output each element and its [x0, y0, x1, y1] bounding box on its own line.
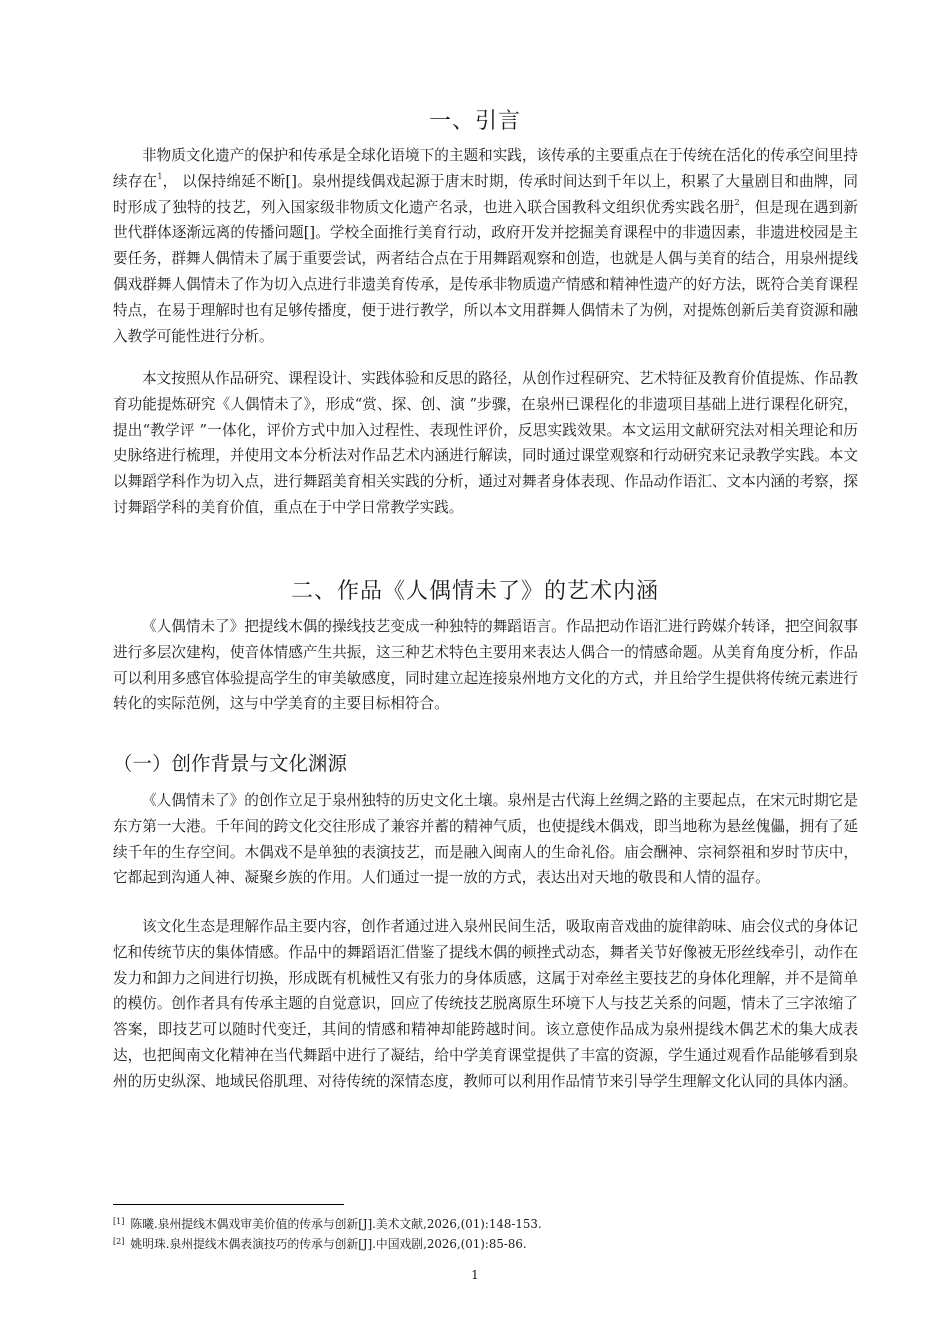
footnote-1 — [113, 1214, 542, 1232]
section-title-artistic-connotation: 二、作品《人偶情未了》的艺术内涵 — [290, 579, 659, 604]
footnote-ref-2: 2 — [734, 197, 740, 207]
footnote-2 — [113, 1234, 527, 1252]
page-number: 1 — [471, 1268, 479, 1282]
paragraph-text: ，但是现在遇到新世代群体逐渐远离的传播问题[]。学校全面推行美育行动，政府开发并挖掘美育课程中的非遗因素，非遗进校园是主要任务，群舞人偶情未了属于重要尝试，两者结合点在于用舞蹈观察和创造，也就是人偶与美育的结合，用泉州提线偶戏群舞人偶情未了作为切入点进行非遗美育传承，是传承非物质遗产情感和精神性遗产的好方法，既符合美育课程特点，在易于理解时也有足够传播度，便于进行教学，所以本文用群舞人偶情未了为例，对提炼创新后美育资源和融入教学可能性进行分析。 — [113, 198, 858, 345]
section-title-introduction: 一、引言 — [428, 109, 521, 134]
subsection-title-background: （一）创作背景与文化渊源 — [113, 752, 348, 775]
paragraph-background-2: 该文化生态是理解作品主要内容，创作者通过进入泉州民间生活，吸取南音戏曲的旋律韵味、庙会仪式的身体记忆和传统节庆的集体情感。作品中的舞蹈语汇借鉴了提线木偶的顿挫式动态，舞者关节好像被无形丝线牵引，动作在发力和卸力之间进行切换，形成既有机械性又有张力的身体质感，这属于对牵丝主要技艺的身体化理解，并不是简单的模仿。创作者具有传承主题的自觉意识，回应了传统技艺脱离原生环境下人与技艺关系的问题，情未了三字浓缩了答案，即技艺可以随时代变迁，其间的情感和精神却能跨越时间。该立意使作品成为泉州提线木偶艺术的集大成表达，也把闽南文化精神在当代舞蹈中进行了凝结，给中学美育课堂提供了丰富的资源，学生通过观看作品能够看到泉州的历史纵深、地域民俗肌理、对待传统的深情态度，教师可以利用作品情节来引导学生理解文化认同的具体内涵。 — [113, 918, 858, 1090]
paragraph-text: ， 以保持绵延不断[]。泉州提线偶戏起源于唐末时期，传承时间达到千年以上，积累了大量剧目和曲牌，同时形成了独特的技艺，列入国家级非物质文化遗产名录，也进入联合国教科文组织优秀实践名册 — [113, 172, 858, 216]
footnote-ref-1: 1 — [157, 171, 163, 181]
paragraph-intro-1 — [113, 143, 858, 349]
paragraph-text: 非物质文化遗产的保护和传承是全球化语境下的主题和实践，该传承的主要重点在于传统在活化的传承空间里持续存在 — [113, 147, 858, 190]
footnote-mark: [2] — [113, 1237, 125, 1246]
footnote-mark: [1] — [113, 1217, 125, 1226]
paragraph-background-1: 《人偶情未了》的创作立足于泉州独特的历史文化土壤。泉州是古代海上丝绸之路的主要起点，在宋元时期它是东方第一大港。千年间的跨文化交往形成了兼容并蓄的精神气质，也使提线木偶戏，即当地称为悬丝傀儡，拥有了延续千年的生存空间。木偶戏不是单独的表演技艺，而是融入闽南人的生命礼俗。庙会酬神、宗祠祭祖和岁时节庆中，它都起到沟通人神、凝聚乡族的作用。人们通过一提一放的方式，表达出对天地的敬畏和人情的温存。 — [113, 792, 858, 887]
footnote-text: 姚明珠.泉州提线木偶表演技巧的传承与创新[J].中国戏剧,2026,(01):85-86. — [130, 1237, 527, 1251]
footnote-text: 陈曦.泉州提线木偶戏审美价值的传承与创新[J].美术文献,2026,(01):148-153. — [130, 1217, 542, 1231]
paragraph-art-1: 《人偶情未了》把提线木偶的操线技艺变成一种独特的舞蹈语言。作品把动作语汇进行跨媒介转译，把空间叙事进行多层次建构，使音体情感产生共振，这三种艺术特色主要用来表达人偶合一的情感命题。从美育角度分析，作品可以利用多感官体验提高学生的审美敏感度，同时建立起连接泉州地方文化的方式，并且给学生提供将传统元素进行转化的实际范例，这与中学美育的主要目标相符合。 — [113, 618, 858, 713]
footnote-divider — [113, 1204, 344, 1205]
paragraph-intro-2: 本文按照从作品研究、课程设计、实践体验和反思的路径，从创作过程研究、艺术特征及教育价值提炼、作品教育功能提炼研究《人偶情未了》，形成“赏、探、创、演 ”步骤，在泉州已课程化的非遗项目基础上进行课程化研究，提出“教学评 ”一体化，评价方式中加入过程性、表现性评价，反思实践效果。本文运用文献研究法对相关理论和历史脉络进行梳理，并使用文本分析法对作品艺术内涵进行解读，同时通过课堂观察和行动研究来记录教学实践。本文以舞蹈学科作为切入点，进行舞蹈美育相关实践的分析，通过对舞者身体表现、作品动作语汇、文本内涵的考察，探讨舞蹈学科的美育价值，重点在于中学日常教学实践。 — [113, 370, 858, 516]
